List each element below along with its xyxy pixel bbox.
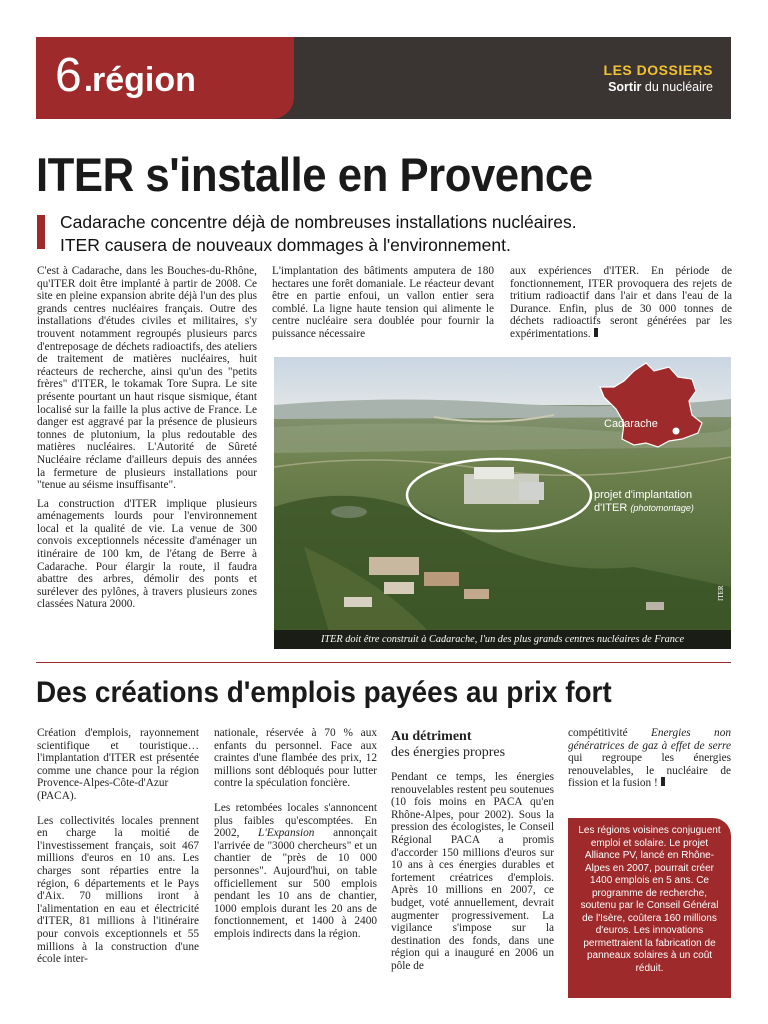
cluster-name: Energies non génératrices de gaz à effet de serre [568,727,731,752]
subheading-line-1: Au détriment [391,729,472,744]
paragraph: C'est à Cadarache, dans les Bouches-du-Rhône, qu'ITER doit être implanté à partir de 2008. Ce site en pleine expansion abrite déjà l'un des plus grands centres nucléaires français. Outre des installations d'études civiles et militaires, s'y trouvent notamment regroupés plusieurs parcs d'entreposage de déchets radioactifs, des ateliers de traitement de matières nucléaires, huit réacteurs de recherche, ainsi qu'un des "petits frères" d'ITER, le tokamak Tore Supra. Le site présente pourtant un haut risque sismique, étant localisé sur la faille la plus active de France. Le danger est aggravé par la présence de plusieurs tonnes de plutonium, la plus redoutable des matières nucléaires. L'Autorité de Sûreté Nucléaire réclame d'ailleurs depuis des années la fermeture de plusieurs installations pour "tenue au séisme insuffisante". [37,265,257,492]
paragraph-text: compétitivité [568,727,651,739]
cadarache-marker [673,428,680,435]
article-column-2 [272,265,494,347]
subheading-line-2: des énergies propres [391,745,506,760]
article-title-2: Des créations d'emplois payées au prix fort [36,676,612,709]
lead-line-2: ITER causera de nouveaux dommages à l'environnement. [60,235,511,255]
map-label-cadarache: Cadarache [604,418,658,430]
end-mark [661,777,665,786]
paragraph: Création d'emplois, rayonnement scientifique et touristique… l'implantation d'ITER est présentée comme une chance pour la région Provence-Alpes-Côte-d'Azur (PACA). [37,727,199,802]
article2-column-1 [37,727,199,972]
site-label-line-2: d'ITER [594,502,628,514]
paragraph: La construction d'ITER implique plusieurs aménagements lourds pour l'environnement local et la qualité de vie. La venue de 300 convois exceptionnels nécessite d'aménager un itinéraire de 100 km, de l'étang de Berre à Cadarache. Pour élargir la route, il faudra abattre des arbres, démolir des ponts et surélever des pylônes, à travers plusieurs zones classées Natura 2000. [37,497,257,611]
lead-accent-bar [37,215,45,249]
paragraph: L'implantation des bâtiments amputera de 180 hectares une forêt domaniale. Le réacteur devant être en partie enfoui, un vallon entier sera comblé. La ligne haute tension qui alimente le centre nucléaire sera doublée pour fournir la puissance nécessaire [272,265,494,340]
series-subtitle-rest: du nucléaire [641,80,713,94]
article-lead [60,211,740,257]
article2-column-4 [568,727,731,796]
paragraph [510,265,732,341]
magazine-name: L'Expansion [258,827,315,840]
site-label [594,489,731,515]
article2-column-3 [391,771,554,979]
photo-caption: ITER doit être construit à Cadarache, l'un des plus grands centres nucléaires de France [274,630,731,649]
section-divider [36,662,731,663]
paragraph: Pendant ce temps, les énergies renouvelables restent peu soutenues (10 fois moins en PACA qu'en Rhône-Alpes, pour 2002). Sous la pression des écologistes, le Conseil Régional PACA a promis d'accorder 150 millions d'euros sur 10 ans à ces énergies durables et fortement créatrices d'emplois. Après 10 millions en 2007, ce budget, voté annuellement, devrait augmenter progressivement. La vigilance s'impose sur la destination des fonds, dans une région qui a inauguré en 2006 un pôle de [391,771,554,972]
paragraph: nationale, réservée à 70 % aux enfants du personnel. Face aux craintes d'une flambée des prix, 12 millions sont débloqués pour lutter contre la spéculation foncière. [214,727,377,790]
photo-credit: ITER [717,585,725,601]
end-mark [594,328,598,337]
paragraph [214,802,377,941]
sidebar-box-text: Les régions voisines conjuguent emploi et solaire. Le projet Alliance PV, lancé en Rhône-Alpes en 2007, pourrait créer 1400 emplois en 5 ans. Ce programme de recherche, soutenu par le Conseil Général de l'Isère, coûtera 160 millions d'euros. Les innovations permettraient la fabrication de panneaux solaires à un coût réduit. [578,825,721,974]
series-subtitle [608,80,713,94]
paragraph [568,727,731,790]
paragraph-text: annonçait l'arrivée de "3000 chercheurs" et un chantier de "près de 10 000 personnes". Aujourd'hui, on table officiellement sur 500 emplois pendant les 10 ans de chantier, 1000 emplois durant les 20 ans de fonctionnement, et 1400 à 2400 emplois indirects dans la région. [214,827,377,940]
section-name: région [92,61,196,99]
paragraph-text: qui regroupe les énergies renouvelables, le nucléaire de fission et la fusion ! [568,752,731,790]
article2-column-2 [214,727,377,947]
paragraph-text: aux expériences d'ITER. En période de fonctionnement, ITER provoquera des rejets de tritium radioactif dans l'air et dans l'eau de la Durance. Enfin, plus de 30 000 tonnes de déchets radioactifs seront générées par les expérimentations. [510,265,732,340]
article-column-1 [37,265,257,617]
site-label-note: (photomontage) [630,503,694,513]
aerial-photo [274,357,731,649]
paragraph: Les collectivités locales prennent en charge la moitié de l'investissement français, soit 467 millions d'euros en 10 ans. Les charges sont réparties entre la région, 6 départements et le Pays d'Aix. 70 millions iront à l'alimentation en eau et électricité d'ITER, 81 millions à l'itinéraire pour convois exceptionnels et 55 millions à la construction d'une école inter- [37,814,199,966]
article-title: ITER s'installe en Provence [36,148,593,201]
subheading [391,729,556,761]
paragraph-text: Les retombées locales s'annoncent plus faibles qu'escomptées. En 2002, [214,801,377,840]
article-column-3 [510,265,732,347]
lead-line-1: Cadarache concentre déjà de nombreuses installations nucléaires. [60,212,577,232]
site-label-line-1: projet d'implantation [594,489,693,501]
section-number: 6. [55,49,96,102]
series-title: LES DOSSIERS [603,62,713,78]
series-subtitle-bold: Sortir [608,80,642,94]
